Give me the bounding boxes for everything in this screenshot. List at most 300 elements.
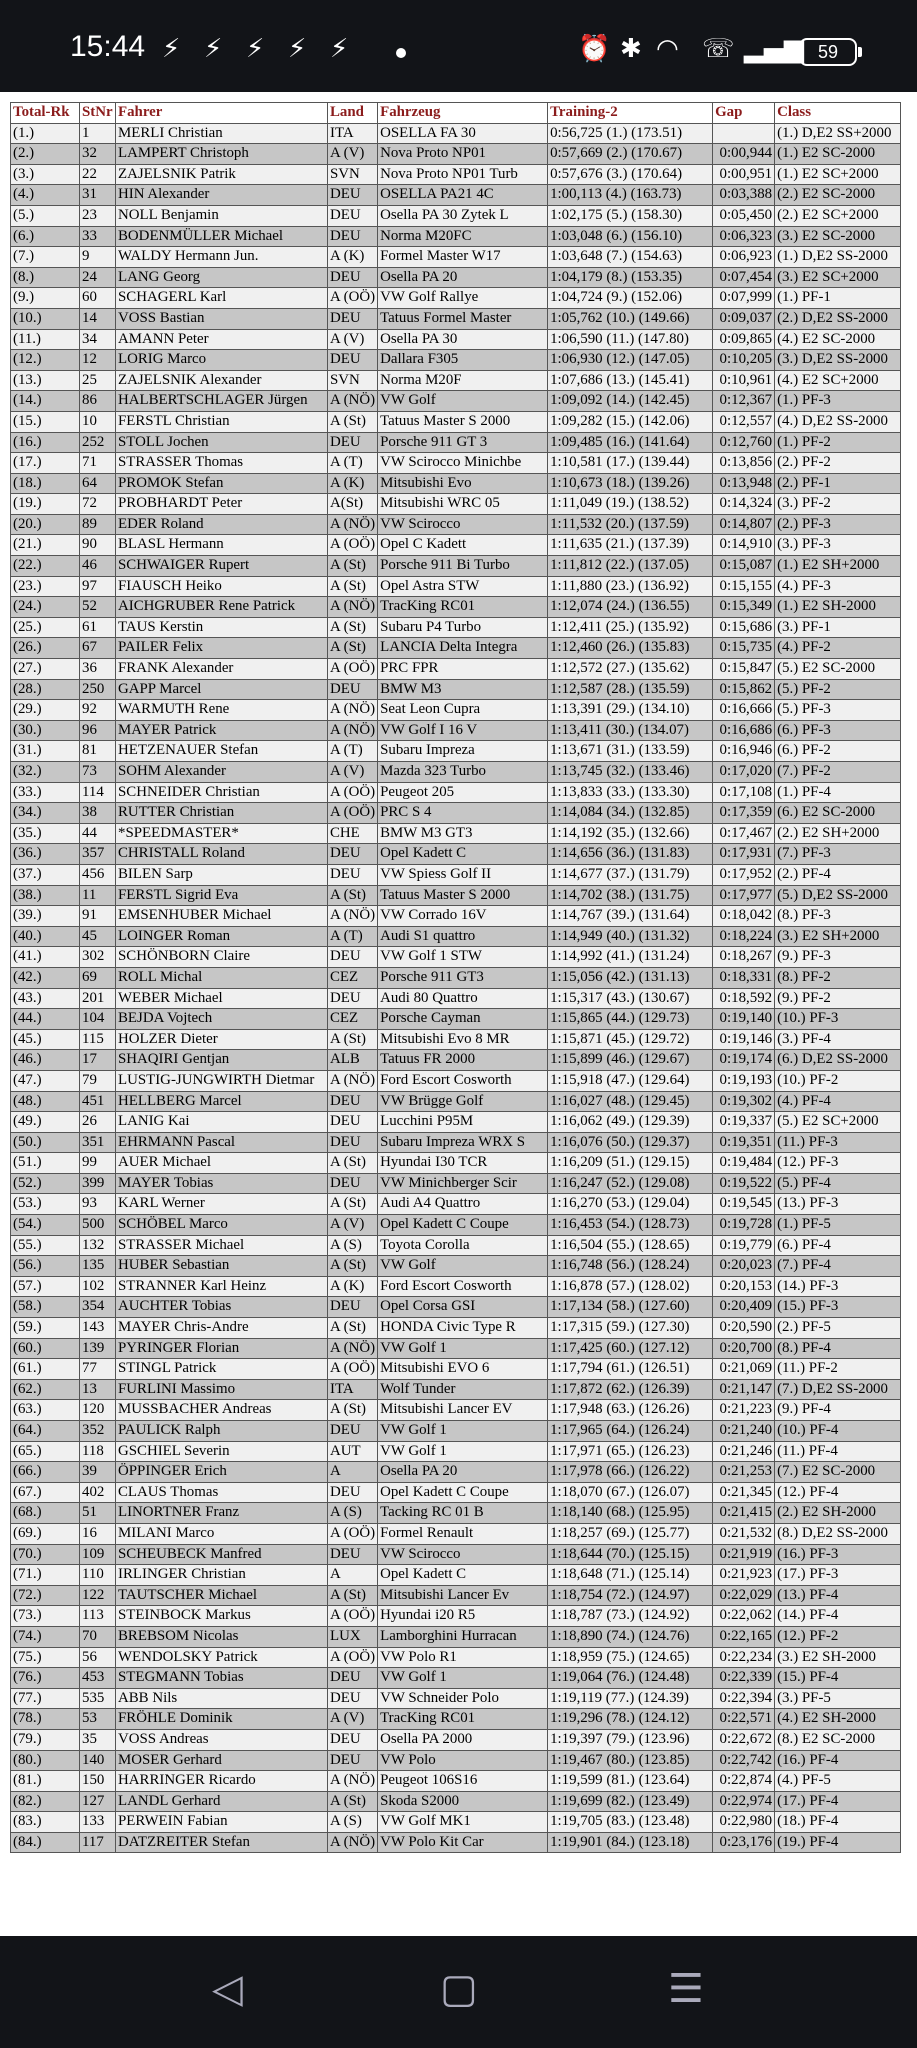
- cell-class: (4.) E2 SC-2000: [775, 329, 901, 350]
- cell-vehicle: Hyundai i20 R5: [378, 1606, 548, 1627]
- back-button[interactable]: ◁: [212, 1966, 243, 2012]
- cell-country: A (St): [328, 1318, 378, 1339]
- cell-rank: (70.): [11, 1544, 80, 1565]
- table-row: [11, 494, 901, 515]
- cell-time: 0:57,669 (2.) (170.67): [548, 144, 713, 165]
- clock: 15:44: [70, 30, 146, 63]
- cell-driver: STRASSER Michael: [116, 1235, 328, 1256]
- cell-driver: SHAQIRI Gentjan: [116, 1050, 328, 1071]
- cell-class: (6.) D,E2 SS-2000: [775, 1050, 901, 1071]
- cell-driver: PAULICK Ralph: [116, 1421, 328, 1442]
- cell-vehicle: VW Schneider Polo: [378, 1688, 548, 1709]
- cell-class: (1.) PF-3: [775, 391, 901, 412]
- cell-start-number: 64: [80, 473, 116, 494]
- cell-start-number: 53: [80, 1709, 116, 1730]
- cell-class: (6.) PF-3: [775, 720, 901, 741]
- cell-gap: 0:21,923: [713, 1565, 775, 1586]
- table-row: [11, 1173, 901, 1194]
- cell-gap: 0:19,484: [713, 1153, 775, 1174]
- cell-gap: 0:15,087: [713, 556, 775, 577]
- cell-gap: 0:21,246: [713, 1441, 775, 1462]
- cell-vehicle: Mitsubishi WRC 05: [378, 494, 548, 515]
- cell-driver: MILANI Marco: [116, 1523, 328, 1544]
- cell-time: 1:18,787 (73.) (124.92): [548, 1606, 713, 1627]
- cell-start-number: 402: [80, 1482, 116, 1503]
- cell-start-number: 14: [80, 308, 116, 329]
- table-row: [11, 1338, 901, 1359]
- cell-vehicle: VW Spiess Golf II: [378, 864, 548, 885]
- cell-driver: HOLZER Dieter: [116, 1029, 328, 1050]
- cell-vehicle: Opel Kadett C: [378, 1565, 548, 1586]
- cell-start-number: 46: [80, 556, 116, 577]
- cell-time: 1:17,794 (61.) (126.51): [548, 1359, 713, 1380]
- cell-time: 1:15,918 (47.) (129.64): [548, 1070, 713, 1091]
- cell-start-number: 99: [80, 1153, 116, 1174]
- cell-start-number: 96: [80, 720, 116, 741]
- cell-driver: AUER Michael: [116, 1153, 328, 1174]
- cell-vehicle: Osella PA 20: [378, 267, 548, 288]
- cell-time: 1:19,705 (83.) (123.48): [548, 1812, 713, 1833]
- cell-driver: AICHGRUBER Rene Patrick: [116, 597, 328, 618]
- cell-country: AUT: [328, 1441, 378, 1462]
- cell-gap: 0:07,999: [713, 288, 775, 309]
- cell-driver: *SPEEDMASTER*: [116, 823, 328, 844]
- cell-vehicle: Opel C Kadett: [378, 535, 548, 556]
- cell-country: DEU: [328, 308, 378, 329]
- cell-class: (1.) E2 SC+2000: [775, 164, 901, 185]
- cell-driver: MERLI Christian: [116, 123, 328, 144]
- cell-class: (14.) PF-4: [775, 1606, 901, 1627]
- cell-start-number: 252: [80, 432, 116, 453]
- cell-driver: STRASSER Thomas: [116, 453, 328, 474]
- cell-start-number: 122: [80, 1585, 116, 1606]
- cell-class: (4.) E2 SC+2000: [775, 370, 901, 391]
- cell-driver: FIAUSCH Heiko: [116, 576, 328, 597]
- cell-time: 1:04,724 (9.) (152.06): [548, 288, 713, 309]
- cell-driver: SCHAGERL Karl: [116, 288, 328, 309]
- cell-rank: (24.): [11, 597, 80, 618]
- table-row: [11, 988, 901, 1009]
- cell-country: DEU: [328, 947, 378, 968]
- cell-class: (16.) PF-4: [775, 1750, 901, 1771]
- cell-start-number: 69: [80, 967, 116, 988]
- cell-rank: (15.): [11, 411, 80, 432]
- cell-country: DEU: [328, 267, 378, 288]
- cell-vehicle: Mitsubishi Evo 8 MR: [378, 1029, 548, 1050]
- cell-time: 1:19,064 (76.) (124.48): [548, 1668, 713, 1689]
- cell-country: DEU: [328, 1421, 378, 1442]
- cell-time: 1:16,504 (55.) (128.65): [548, 1235, 713, 1256]
- cell-country: A (OÖ): [328, 659, 378, 680]
- cell-rank: (46.): [11, 1050, 80, 1071]
- cell-class: (3.) PF-1: [775, 617, 901, 638]
- results-page[interactable]: [0, 92, 917, 1936]
- cell-time: 0:56,725 (1.) (173.51): [548, 123, 713, 144]
- cell-vehicle: Formel Master W17: [378, 247, 548, 268]
- cell-driver: KARL Werner: [116, 1194, 328, 1215]
- bluetooth-icon: ✱: [620, 34, 642, 64]
- table-row: [11, 1750, 901, 1771]
- cell-driver: MAYER Chris-Andre: [116, 1318, 328, 1339]
- cell-time: 1:19,397 (79.) (123.96): [548, 1729, 713, 1750]
- cell-vehicle: Subaru Impreza: [378, 741, 548, 762]
- cell-vehicle: Audi A4 Quattro: [378, 1194, 548, 1215]
- cell-start-number: 351: [80, 1132, 116, 1153]
- cell-gap: 0:22,062: [713, 1606, 775, 1627]
- bolt-icon: ⚡: [246, 34, 265, 64]
- cell-vehicle: HONDA Civic Type R: [378, 1318, 548, 1339]
- cell-class: (3.) PF-5: [775, 1688, 901, 1709]
- table-row: [11, 1029, 901, 1050]
- cell-driver: BODENMÜLLER Michael: [116, 226, 328, 247]
- cell-country: A (V): [328, 762, 378, 783]
- cell-rank: (38.): [11, 885, 80, 906]
- cell-class: (12.) PF-2: [775, 1626, 901, 1647]
- cell-time: 1:17,971 (65.) (126.23): [548, 1441, 713, 1462]
- cell-class: (4.) D,E2 SS-2000: [775, 411, 901, 432]
- cell-vehicle: Mitsubishi Evo: [378, 473, 548, 494]
- cell-driver: MAYER Patrick: [116, 720, 328, 741]
- cell-gap: 0:15,155: [713, 576, 775, 597]
- cell-class: (11.) PF-3: [775, 1132, 901, 1153]
- cell-gap: 0:18,592: [713, 988, 775, 1009]
- cell-gap: 0:20,153: [713, 1276, 775, 1297]
- table-row: [11, 782, 901, 803]
- cell-driver: STRANNER Karl Heinz: [116, 1276, 328, 1297]
- cell-vehicle: Formel Renault: [378, 1523, 548, 1544]
- cell-country: A (St): [328, 1791, 378, 1812]
- cell-driver: MOSER Gerhard: [116, 1750, 328, 1771]
- signal-icon: ▂▄▆: [744, 34, 804, 64]
- cell-country: A (T): [328, 926, 378, 947]
- cell-country: A (K): [328, 473, 378, 494]
- cell-time: 1:06,930 (12.) (147.05): [548, 350, 713, 371]
- cell-rank: (20.): [11, 514, 80, 535]
- cell-driver: AMANN Peter: [116, 329, 328, 350]
- cell-country: DEU: [328, 1297, 378, 1318]
- cell-driver: FERSTL Sigrid Eva: [116, 885, 328, 906]
- cell-vehicle: PRC S 4: [378, 803, 548, 824]
- table-row: [11, 885, 901, 906]
- cell-rank: (7.): [11, 247, 80, 268]
- cell-driver: BEJDA Vojtech: [116, 1009, 328, 1030]
- table-row: [11, 700, 901, 721]
- cell-start-number: 92: [80, 700, 116, 721]
- cell-driver: PAILER Felix: [116, 638, 328, 659]
- cell-country: A (St): [328, 556, 378, 577]
- cell-country: A (NÖ): [328, 700, 378, 721]
- cell-class: (2.) PF-4: [775, 864, 901, 885]
- table-row: [11, 164, 901, 185]
- cell-class: (5.) D,E2 SS-2000: [775, 885, 901, 906]
- table-row: [11, 185, 901, 206]
- cell-rank: (67.): [11, 1482, 80, 1503]
- navigation-bar: [0, 1936, 917, 2048]
- cell-start-number: 93: [80, 1194, 116, 1215]
- cell-gap: 0:13,856: [713, 453, 775, 474]
- cell-start-number: 451: [80, 1091, 116, 1112]
- cell-vehicle: VW Golf 1: [378, 1338, 548, 1359]
- cell-start-number: 110: [80, 1565, 116, 1586]
- cell-country: ITA: [328, 1379, 378, 1400]
- cell-driver: TAUS Kerstin: [116, 617, 328, 638]
- cell-class: (13.) PF-4: [775, 1585, 901, 1606]
- table-row: [11, 926, 901, 947]
- cell-start-number: 34: [80, 329, 116, 350]
- cell-gap: 0:23,176: [713, 1832, 775, 1853]
- cell-time: 1:11,880 (23.) (136.92): [548, 576, 713, 597]
- cell-driver: FERSTL Christian: [116, 411, 328, 432]
- table-row: [11, 1832, 901, 1853]
- cell-gap: 0:15,847: [713, 659, 775, 680]
- cell-gap: 0:19,193: [713, 1070, 775, 1091]
- cell-driver: CHRISTALL Roland: [116, 844, 328, 865]
- cell-rank: (52.): [11, 1173, 80, 1194]
- cell-rank: (59.): [11, 1318, 80, 1339]
- cell-rank: (77.): [11, 1688, 80, 1709]
- cell-time: 1:19,296 (78.) (124.12): [548, 1709, 713, 1730]
- cell-country: A (NÖ): [328, 597, 378, 618]
- cell-country: A (S): [328, 1235, 378, 1256]
- table-row: [11, 906, 901, 927]
- cell-country: A (OÖ): [328, 1523, 378, 1544]
- cell-time: 1:00,113 (4.) (163.73): [548, 185, 713, 206]
- cell-vehicle: Nova Proto NP01: [378, 144, 548, 165]
- cell-vehicle: VW Corrado 16V: [378, 906, 548, 927]
- cell-time: 1:16,247 (52.) (129.08): [548, 1173, 713, 1194]
- cell-country: A (St): [328, 1585, 378, 1606]
- cell-driver: BILEN Sarp: [116, 864, 328, 885]
- table-row: [11, 1276, 901, 1297]
- cell-time: 1:11,532 (20.) (137.59): [548, 514, 713, 535]
- table-row: [11, 803, 901, 824]
- cell-country: CEZ: [328, 967, 378, 988]
- cell-gap: 0:22,571: [713, 1709, 775, 1730]
- cell-time: 1:12,572 (27.) (135.62): [548, 659, 713, 680]
- cell-start-number: 39: [80, 1462, 116, 1483]
- cell-rank: (47.): [11, 1070, 80, 1091]
- cell-rank: (29.): [11, 700, 80, 721]
- cell-country: A (OÖ): [328, 535, 378, 556]
- cell-country: A: [328, 1462, 378, 1483]
- cell-time: 1:06,590 (11.) (147.80): [548, 329, 713, 350]
- cell-vehicle: VW Golf MK1: [378, 1812, 548, 1833]
- cell-vehicle: VW Polo Kit Car: [378, 1832, 548, 1853]
- cell-gap: 0:20,590: [713, 1318, 775, 1339]
- cell-gap: 0:17,020: [713, 762, 775, 783]
- cell-country: A (St): [328, 576, 378, 597]
- cell-driver: FURLINI Massimo: [116, 1379, 328, 1400]
- cell-rank: (11.): [11, 329, 80, 350]
- cell-country: DEU: [328, 1112, 378, 1133]
- cell-rank: (40.): [11, 926, 80, 947]
- cell-vehicle: Nova Proto NP01 Turb: [378, 164, 548, 185]
- table-row: [11, 1791, 901, 1812]
- cell-country: A (K): [328, 247, 378, 268]
- cell-vehicle: Porsche Cayman: [378, 1009, 548, 1030]
- cell-driver: RUTTER Christian: [116, 803, 328, 824]
- cell-time: 1:11,812 (22.) (137.05): [548, 556, 713, 577]
- table-row: [11, 144, 901, 165]
- cell-rank: (12.): [11, 350, 80, 371]
- cell-start-number: 16: [80, 1523, 116, 1544]
- cell-gap: 0:06,323: [713, 226, 775, 247]
- cell-class: (2.) D,E2 SS-2000: [775, 308, 901, 329]
- table-row: [11, 391, 901, 412]
- cell-gap: 0:17,359: [713, 803, 775, 824]
- cell-rank: (55.): [11, 1235, 80, 1256]
- column-header-driver: Fahrer: [116, 103, 328, 124]
- cell-rank: (66.): [11, 1462, 80, 1483]
- cell-country: DEU: [328, 205, 378, 226]
- cell-vehicle: VW Golf Rallye: [378, 288, 548, 309]
- cell-vehicle: TracKing RC01: [378, 597, 548, 618]
- table-row: [11, 350, 901, 371]
- cell-class: (14.) PF-3: [775, 1276, 901, 1297]
- cell-class: (2.) E2 SH-2000: [775, 1503, 901, 1524]
- cell-class: (8.) PF-3: [775, 906, 901, 927]
- cell-time: 1:18,070 (67.) (126.07): [548, 1482, 713, 1503]
- cell-gap: 0:14,910: [713, 535, 775, 556]
- table-row: [11, 967, 901, 988]
- table-row: [11, 659, 901, 680]
- cell-driver: STEINBOCK Markus: [116, 1606, 328, 1627]
- cell-class: (4.) PF-5: [775, 1771, 901, 1792]
- cell-class: (16.) PF-3: [775, 1544, 901, 1565]
- recents-button[interactable]: ☰: [668, 1966, 704, 2012]
- cell-start-number: 354: [80, 1297, 116, 1318]
- cell-class: (9.) PF-3: [775, 947, 901, 968]
- cell-time: 1:18,890 (74.) (124.76): [548, 1626, 713, 1647]
- cell-class: (2.) PF-5: [775, 1318, 901, 1339]
- table-row: [11, 1297, 901, 1318]
- cell-driver: HARRINGER Ricardo: [116, 1771, 328, 1792]
- cell-class: (1.) E2 SC-2000: [775, 144, 901, 165]
- cell-country: DEU: [328, 185, 378, 206]
- cell-class: (6.) PF-2: [775, 741, 901, 762]
- cell-vehicle: Lamborghini Hurracan: [378, 1626, 548, 1647]
- cell-time: 1:18,644 (70.) (125.15): [548, 1544, 713, 1565]
- cell-start-number: 79: [80, 1070, 116, 1091]
- cell-gap: 0:22,029: [713, 1585, 775, 1606]
- cell-time: 1:17,315 (59.) (127.30): [548, 1318, 713, 1339]
- cell-vehicle: Toyota Corolla: [378, 1235, 548, 1256]
- cell-country: A(St): [328, 494, 378, 515]
- cell-class: (5.) PF-4: [775, 1173, 901, 1194]
- cell-start-number: 89: [80, 514, 116, 535]
- cell-country: A (St): [328, 885, 378, 906]
- cell-class: (12.) PF-3: [775, 1153, 901, 1174]
- cell-time: 1:18,959 (75.) (124.65): [548, 1647, 713, 1668]
- table-row: [11, 1544, 901, 1565]
- cell-country: DEU: [328, 1544, 378, 1565]
- cell-driver: LUSTIG-JUNGWIRTH Dietmar: [116, 1070, 328, 1091]
- cell-time: 1:14,677 (37.) (131.79): [548, 864, 713, 885]
- cell-driver: MUSSBACHER Andreas: [116, 1400, 328, 1421]
- cell-gap: 0:22,165: [713, 1626, 775, 1647]
- cell-class: (7.) D,E2 SS-2000: [775, 1379, 901, 1400]
- cell-time: 1:17,134 (58.) (127.60): [548, 1297, 713, 1318]
- wifi-calling-icon: ☏: [702, 34, 735, 64]
- cell-country: DEU: [328, 679, 378, 700]
- cell-time: 1:14,767 (39.) (131.64): [548, 906, 713, 927]
- cell-class: (11.) PF-4: [775, 1441, 901, 1462]
- cell-class: (18.) PF-4: [775, 1812, 901, 1833]
- table-row: [11, 638, 901, 659]
- table-row: [11, 308, 901, 329]
- table-row: [11, 453, 901, 474]
- cell-vehicle: VW Golf 1: [378, 1421, 548, 1442]
- cell-driver: FRÖHLE Dominik: [116, 1709, 328, 1730]
- cell-vehicle: Porsche 911 GT 3: [378, 432, 548, 453]
- cell-vehicle: VW Scirocco: [378, 1544, 548, 1565]
- cell-time: 1:07,686 (13.) (145.41): [548, 370, 713, 391]
- cell-time: 1:02,175 (5.) (158.30): [548, 205, 713, 226]
- cell-time: 1:11,635 (21.) (137.39): [548, 535, 713, 556]
- cell-gap: 0:06,923: [713, 247, 775, 268]
- cell-country: A (St): [328, 638, 378, 659]
- cell-vehicle: Tatuus Master S 2000: [378, 411, 548, 432]
- cell-time: 1:15,871 (45.) (129.72): [548, 1029, 713, 1050]
- cell-time: 1:13,671 (31.) (133.59): [548, 741, 713, 762]
- cell-vehicle: Lucchini P95M: [378, 1112, 548, 1133]
- cell-country: A (St): [328, 617, 378, 638]
- bolt-icon: ⚡: [288, 34, 307, 64]
- cell-country: A (NÖ): [328, 1771, 378, 1792]
- cell-gap: 0:22,234: [713, 1647, 775, 1668]
- cell-rank: (72.): [11, 1585, 80, 1606]
- cell-gap: 0:21,240: [713, 1421, 775, 1442]
- cell-rank: (62.): [11, 1379, 80, 1400]
- home-button[interactable]: ▢: [440, 1966, 478, 2012]
- cell-vehicle: BMW M3 GT3: [378, 823, 548, 844]
- cell-start-number: 120: [80, 1400, 116, 1421]
- cell-gap: 0:07,454: [713, 267, 775, 288]
- cell-vehicle: VW Golf 1: [378, 1668, 548, 1689]
- cell-gap: 0:22,339: [713, 1668, 775, 1689]
- table-row: [11, 1709, 901, 1730]
- cell-class: (2.) PF-3: [775, 514, 901, 535]
- cell-start-number: 250: [80, 679, 116, 700]
- cell-class: (2.) E2 SC+2000: [775, 205, 901, 226]
- cell-country: LUX: [328, 1626, 378, 1647]
- cell-start-number: 56: [80, 1647, 116, 1668]
- cell-driver: LAMPERT Christoph: [116, 144, 328, 165]
- cell-vehicle: Opel Kadett C Coupe: [378, 1215, 548, 1236]
- cell-gap: 0:19,337: [713, 1112, 775, 1133]
- cell-rank: (39.): [11, 906, 80, 927]
- cell-gap: 0:21,223: [713, 1400, 775, 1421]
- cell-class: (5.) PF-2: [775, 679, 901, 700]
- cell-vehicle: Hyundai I30 TCR: [378, 1153, 548, 1174]
- cell-country: DEU: [328, 1668, 378, 1689]
- cell-rank: (45.): [11, 1029, 80, 1050]
- table-row: [11, 1626, 901, 1647]
- cell-start-number: 45: [80, 926, 116, 947]
- cell-gap: 0:19,140: [713, 1009, 775, 1030]
- cell-start-number: 109: [80, 1544, 116, 1565]
- cell-rank: (83.): [11, 1812, 80, 1833]
- cell-time: 1:12,074 (24.) (136.55): [548, 597, 713, 618]
- cell-class: (7.) E2 SC-2000: [775, 1462, 901, 1483]
- cell-class: (10.) PF-2: [775, 1070, 901, 1091]
- table-row: [11, 247, 901, 268]
- cell-start-number: 25: [80, 370, 116, 391]
- cell-time: 1:17,872 (62.) (126.39): [548, 1379, 713, 1400]
- cell-gap: 0:19,351: [713, 1132, 775, 1153]
- cell-rank: (37.): [11, 864, 80, 885]
- cell-rank: (74.): [11, 1626, 80, 1647]
